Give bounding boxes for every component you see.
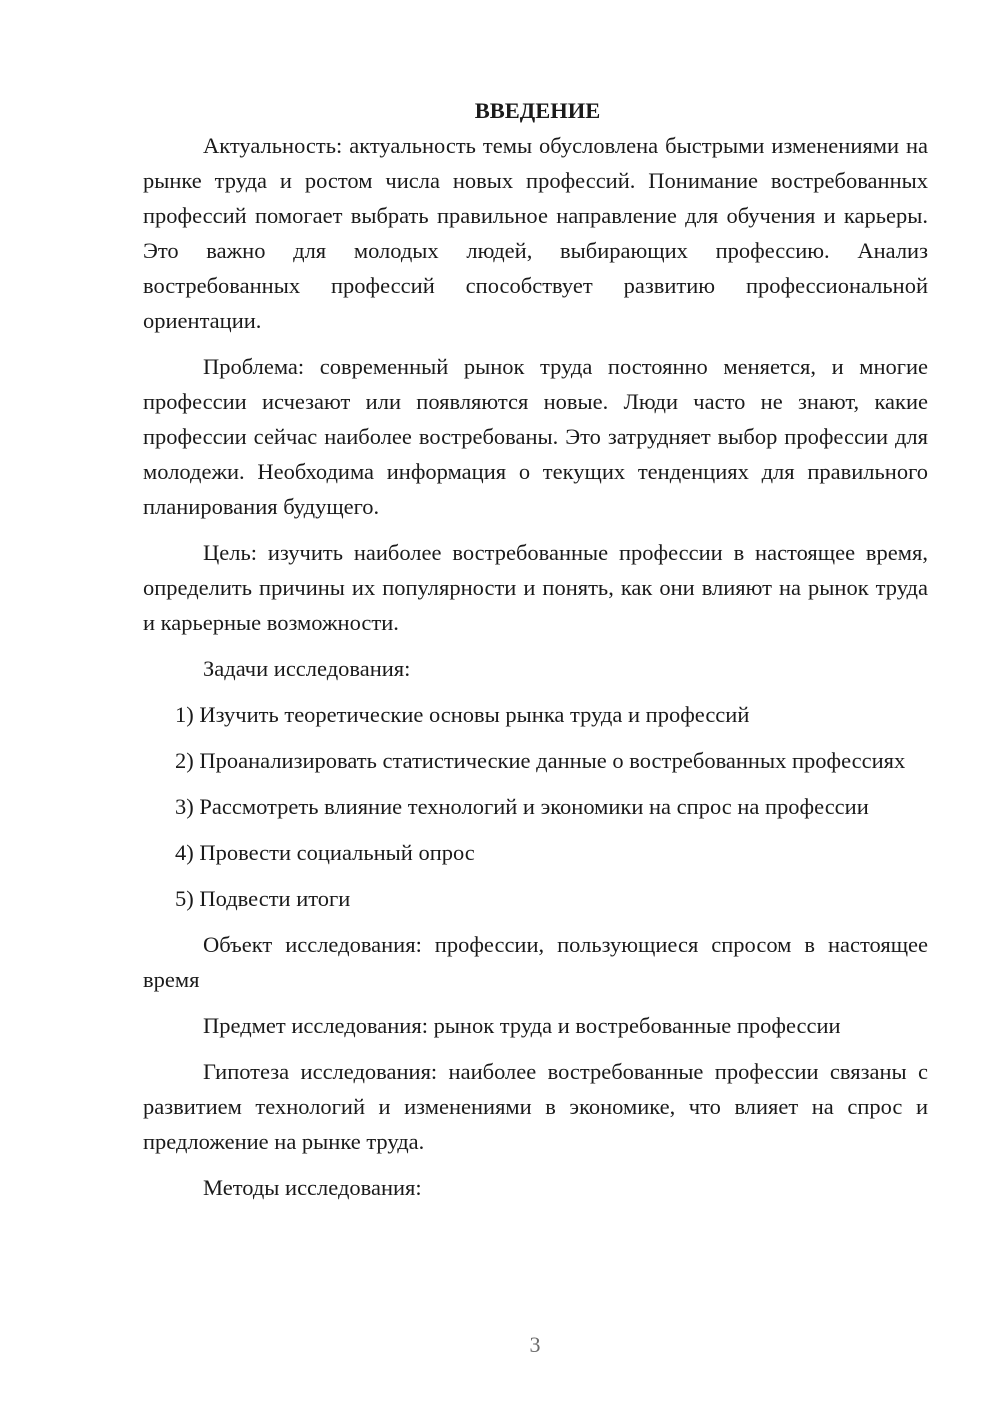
goal-paragraph: Цель: изучить наиболее востребованные профессии в настоящее время, определить причины их популярности и понять, как они влияют на рынок труда и карьерные возможности. <box>143 540 928 635</box>
hypothesis-paragraph: Гипотеза исследования: наиболее востребованные профессии связаны с развитием технологий и изменениями в экономике, что влияет на спрос и предложение на рынке труда. <box>143 1059 928 1154</box>
document-page <box>143 93 928 1216</box>
methods-heading: Методы исследования: <box>203 1175 422 1200</box>
task-item: 5) Подвести итоги <box>175 886 351 911</box>
relevance-paragraph: Актуальность: актуальность темы обусловлена быстрыми изменениями на рынке труда и ростом числа новых профессий. Понимание востребованных профессий помогает выбрать правильное направление для обучения и карьеры. Это важно для молодых людей, выбирающих профессию. Анализ востребованных профессий способствует развитию профессиональной ориентации. <box>143 133 928 333</box>
task-item: 1) Изучить теоретические основы рынка труда и профессий <box>175 702 750 727</box>
object-paragraph: Объект исследования: профессии, пользующиеся спросом в настоящее время <box>143 932 928 992</box>
task-item: 3) Рассмотреть влияние технологий и экономики на спрос на профессии <box>175 794 869 819</box>
tasks-heading: Задачи исследования: <box>203 656 411 681</box>
subject-paragraph: Предмет исследования: рынок труда и востребованные профессии <box>203 1013 841 1038</box>
task-item: 2) Проанализировать статистические данные о востребованных профессиях <box>175 748 906 773</box>
task-item: 4) Провести социальный опрос <box>175 840 475 865</box>
section-title: ВВЕДЕНИЕ <box>474 98 601 123</box>
problem-paragraph: Проблема: современный рынок труда постоянно меняется, и многие профессии исчезают или появляются новые. Люди часто не знают, какие профессии сейчас наиболее востребованы. Это затрудняет выбор профессии для молодежи. Необходима информация о текущих тенденциях для правильного планирования будущего. <box>143 354 928 519</box>
page-number: 3 <box>529 1332 541 1357</box>
